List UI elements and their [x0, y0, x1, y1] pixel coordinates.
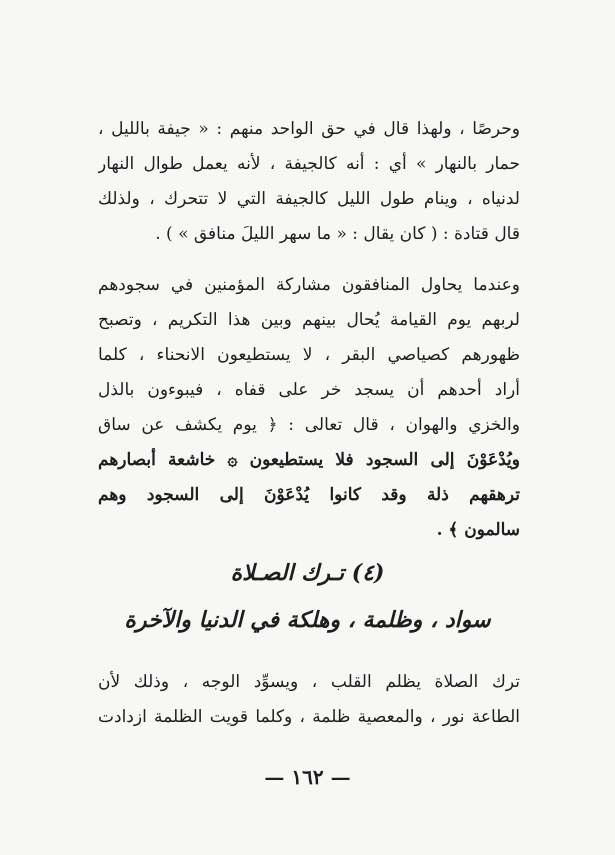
paragraph-hypocrite-sleep	[98, 112, 520, 252]
section-heading: (٤) تـرك الصـلاة	[230, 560, 385, 586]
text-line: قال قتادة : ( كان يقال : « ما سهر الليلَ منافق » ) .	[155, 224, 520, 244]
text-line: أراد أحدهم أن يسجد خر على قفاه ، فيبوءون بالذل	[98, 380, 520, 400]
text-line: وعندما يحاول المنافقون مشاركة المؤمنين في سجودهم	[98, 275, 520, 295]
text-line: ظهورهم كصياصي البقر ، لا يستطيعون الانحناء ، كلما	[98, 345, 520, 365]
text-line: والخزي والهوان ، قال تعالى : ﴿ يوم يكشف عن ساق	[98, 415, 520, 435]
quran-verse-line: ترهقهم ذلة وقد كانوا يُدْعَوْنَ إلى السجود وهم	[98, 485, 520, 505]
page-number: — ١٦٢ —	[264, 765, 351, 789]
text-line: لربهم يوم القيامة يُحال بينهم وبين هذا التكريم ، وتصبح	[98, 310, 520, 330]
section-subheading: سواد ، وظلمة ، وهلكة في الدنيا والآخرة	[124, 607, 491, 633]
paragraph-abandoning-prayer	[98, 665, 520, 735]
text-line: وحرصًا ، ولهذا قال في حق الواحد منهم : « جيفة بالليل ،	[98, 119, 520, 139]
quran-verse-line: ويُدْعَوْنَ إلى السجود فلا يستطيعون ۞ خاشعة أبصارهم	[98, 450, 520, 470]
text-line: لدنياه ، وينام طول الليل كالجيفة التي لا تتحرك ، ولذلك	[98, 189, 520, 209]
quran-verse-line: سالمون ﴾ .	[436, 520, 520, 540]
text-line: الطاعة نور ، والمعصية ظلمة ، وكلما قويت الظلمة ازدادت	[98, 707, 520, 727]
text-line: ترك الصلاة يظلم القلب ، ويسوِّد الوجه ، وذلك لأن	[98, 672, 520, 692]
text-line: حمار بالنهار » أي : أنه كالجيفة ، لأنه يعمل طوال النهار	[98, 154, 520, 174]
paragraph-hypocrite-prostration	[98, 268, 520, 548]
